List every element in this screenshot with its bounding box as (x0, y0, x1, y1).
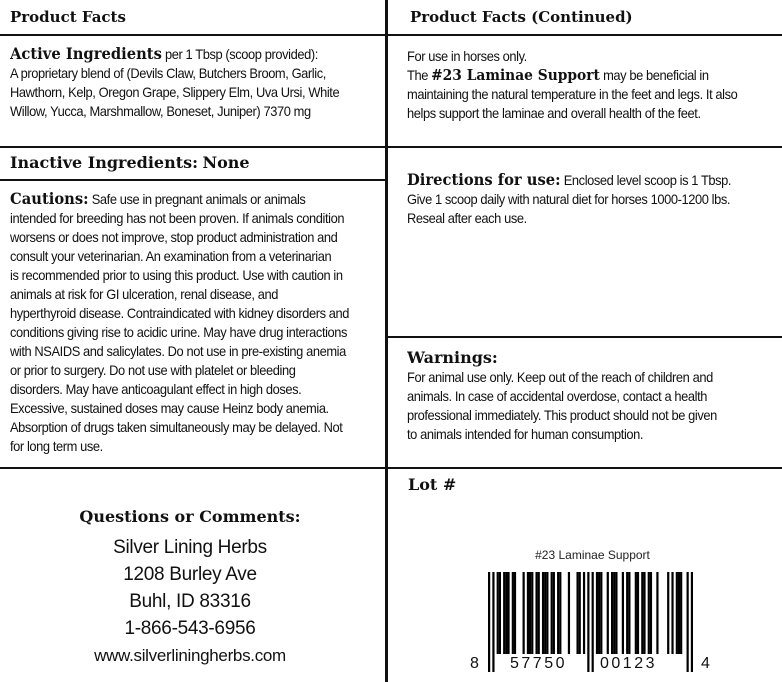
cautions-line: for long term use. (10, 438, 103, 454)
barcode-bar (579, 572, 581, 654)
barcode-bar (628, 572, 630, 654)
barcode-bar (596, 572, 598, 654)
barcode-bar (607, 572, 609, 654)
active-ingredients-line: Hawthorn, Kelp, Oregon Grape, Slippery Elm, Uva Ursi, White (10, 84, 340, 100)
divider-left-4 (0, 467, 386, 469)
barcode-bar (488, 572, 490, 672)
cautions-heading: Cautions: (10, 189, 89, 208)
active-ingredients-heading: Active Ingredients (10, 44, 162, 63)
cautions-line: worsens or does not improve, stop product administration and (10, 229, 338, 245)
barcode-bar (626, 572, 628, 654)
intro-line: maintaining the natural temperature in the feet and legs. It also (407, 86, 738, 102)
divider-right-1 (386, 34, 782, 36)
inactive-ingredients-section (10, 153, 380, 173)
barcode-bar (622, 572, 624, 654)
barcode-bar (691, 572, 693, 672)
directions-heading: Directions for use: (407, 170, 561, 189)
cautions-line: disorders. May have anticoagulant effect in high doses. (10, 381, 302, 397)
divider-right-2 (386, 146, 782, 148)
intro-line-1: For use in horses only. (407, 48, 527, 64)
cautions-line: or prior to surgery. Do not use with platelet or bleeding (10, 362, 296, 378)
warnings-heading: Warnings: (407, 348, 498, 367)
barcode-bar (542, 572, 544, 654)
barcode-block (470, 548, 715, 562)
barcode-bar (600, 572, 602, 654)
barcode-bar (535, 572, 537, 654)
barcode-bar (544, 572, 546, 654)
barcode-bar (641, 572, 643, 654)
warnings-line: For animal use only. Keep out of the reach of children and (407, 369, 713, 385)
barcode-bar (559, 572, 561, 654)
product-facts-continued-header: Product Facts (Continued) (410, 8, 633, 26)
divider-right-4 (386, 467, 782, 469)
warnings-line: to animals intended for human consumption. (407, 426, 644, 442)
cautions-line: conditions giving rise to acidic urine. May have drug interactions (10, 324, 348, 340)
barcode-caption: #23 Laminae Support (535, 548, 650, 562)
active-ingredients-line: Willow, Yucca, Marshmallow, Boneset, Juniper) 7370 mg (10, 103, 311, 119)
barcode-digit-right: 4 (701, 655, 713, 672)
cautions-line: intended for breeding has not been proven. If animals condition (10, 210, 345, 226)
barcode-bar (676, 572, 678, 654)
active-ingredients-line: A proprietary blend of (Devils Claw, Butchers Broom, Garlic, (10, 65, 326, 81)
active-ingredients-dose: per 1 Tbsp (scoop provided): (161, 46, 318, 62)
barcode-bar (557, 572, 559, 654)
divider-left-1 (0, 34, 386, 36)
contact-block (40, 506, 340, 669)
barcode-bar (656, 572, 658, 654)
barcode-bar (667, 572, 669, 654)
product-facts-header: Product Facts (10, 8, 126, 26)
cautions-section (10, 189, 430, 456)
warnings-line: professional immediately. This product should not be given (407, 407, 717, 423)
directions-line: Reseal after each use. (407, 210, 527, 226)
barcode-bar (583, 572, 585, 654)
barcode-bar (492, 572, 494, 672)
warnings-section (407, 348, 782, 444)
warnings-line: animals. In case of accidental overdose, contact a health (407, 388, 708, 404)
lot-number-label: Lot # (408, 475, 457, 494)
barcode-bar (671, 572, 673, 654)
barcode-bar (531, 572, 533, 654)
directions-section (407, 170, 782, 228)
street-address: 1208 Burley Ave (123, 564, 257, 585)
barcode-digit-left: 8 (470, 655, 482, 672)
barcode-bar (499, 572, 501, 654)
divider-left-3 (0, 179, 386, 181)
barcode-bar (635, 572, 637, 654)
barcode-bar (613, 572, 615, 654)
cautions-line: Excessive, sustained doses may cause Heinz body anemia. (10, 400, 329, 416)
barcode-bar (687, 572, 689, 672)
barcode-bar (514, 572, 516, 654)
cautions-line: hyperthyroid disease. Contraindicated with kidney disorders and (10, 305, 350, 321)
barcode-bar (497, 572, 499, 654)
barcode-bar (680, 572, 682, 654)
cautions-title-line (10, 189, 396, 209)
barcode-bar (529, 572, 531, 654)
directions-first-line: Enclosed level scoop is 1 Tbsp. (560, 172, 732, 188)
cautions-line: is recommended prior to using this product. Use with caution in (10, 267, 343, 283)
contact-heading: Questions or Comments: (79, 507, 301, 526)
cautions-first-line: Safe use in pregnant animals or animals (88, 191, 306, 207)
inactive-ingredients-value: None (202, 153, 250, 172)
active-ingredients-section (10, 44, 430, 121)
barcode-bar (551, 572, 553, 654)
cautions-line: animals at risk for GI ulceration, renal disease, and (10, 286, 279, 302)
barcode-bar (505, 572, 507, 654)
barcode-bar (538, 572, 540, 654)
company-name: Silver Lining Herbs (113, 537, 267, 558)
phone-number: 1-866-543-6956 (124, 618, 256, 639)
barcode-bar (523, 572, 525, 654)
barcode-bar (568, 572, 570, 654)
barcode-bar (598, 572, 600, 654)
barcode-bar (512, 572, 514, 654)
intro-line: helps support the laminae and overall health of the feet. (407, 105, 701, 121)
barcode-bar (643, 572, 645, 654)
barcode-bar (650, 572, 652, 654)
barcode-bar (527, 572, 529, 654)
barcode-bar (587, 572, 589, 672)
barcode-bar (503, 572, 505, 654)
cautions-line: with NSAIDS and salicylates. Do not use in pre-existing anemia (10, 343, 346, 359)
intro-line-2 (407, 66, 782, 85)
barcode-bar (611, 572, 613, 654)
directions-line: Give 1 scoop daily with natural diet for horses 1000-1200 lbs. (407, 191, 731, 207)
directions-title-line (407, 170, 782, 190)
intro-section (407, 47, 782, 123)
cautions-line: consult your veterinarian. An examination from a veterinarian (10, 248, 332, 264)
barcode-bar (615, 572, 617, 654)
website-link[interactable]: www.silverliningherbs.com (94, 646, 286, 665)
intro-line-2-pre: The (407, 67, 432, 83)
cautions-line: Absorption of drugs taken simultaneously may be delayed. Not (10, 419, 343, 435)
divider-right-3 (386, 336, 782, 338)
inactive-ingredients-heading: Inactive Ingredients: (10, 153, 199, 172)
barcode-bar (576, 572, 578, 654)
barcode-bar (648, 572, 650, 654)
barcode-group-1: 57750 (510, 655, 567, 672)
city-state-zip: Buhl, ID 83316 (129, 591, 251, 612)
intro-line-2-post: may be beneficial in (599, 67, 709, 83)
barcode-bar (546, 572, 548, 654)
barcode-bar (637, 572, 639, 654)
barcode-bar (553, 572, 555, 654)
barcode-group-2: 00123 (600, 655, 657, 672)
barcode-bar (592, 572, 594, 672)
barcode-bar (678, 572, 680, 654)
active-ingredients-title-line (10, 44, 396, 64)
product-name: #23 Laminae Support (431, 66, 600, 84)
barcode-bar (507, 572, 509, 654)
divider-left-2 (0, 146, 386, 148)
